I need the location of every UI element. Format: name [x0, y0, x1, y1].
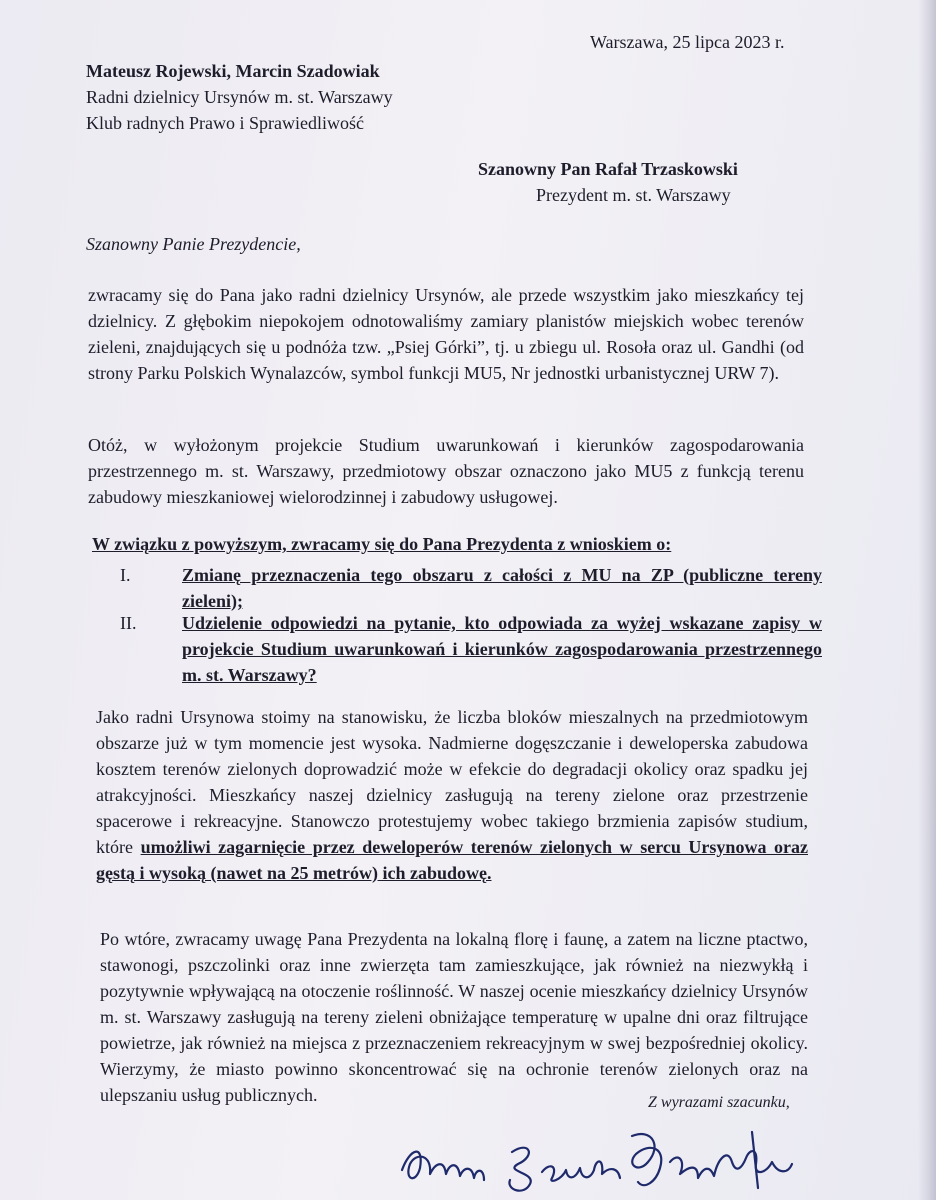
- sender-line-3: Klub radnych Prawo i Sprawiedliwość: [86, 113, 364, 133]
- paragraph-4: Po wtóre, zwracamy uwagę Pana Prezydenta na lokalną florę i faunę, a zatem na liczne ptactwo, stawonogi, pszczolinki oraz inne zwierzęta tam zamieszkujące, jak również na niezwykłą i pozytywnie wpływającą na otoczenie roślinność. W naszej ocenie mieszkańcy dzielnicy Ursynów m. st. Warszawy zasługują na tereny zieleni obniżające temperaturę w upalne dni oraz filtrujące powietrze, jak również na miejsca z przeznaczeniem rekreacyjnym w swej bezpośredniej okolicy. Wierzymy, że miasto powinno skoncentrować się na ochronie terenów zielonych oraz na ulepszaniu usług publicznych.: [100, 929, 808, 1105]
- closing-phrase: Z wyrazami szacunku,: [648, 1094, 790, 1111]
- request-number: II.: [120, 613, 137, 633]
- paragraph-3-emphasis: umożliwi zagarnięcie przez deweloperów terenów zielonych w sercu Ursynowa oraz gęstą i wysoką (nawet na 25 metrów) ich zabudowę.: [96, 837, 809, 883]
- sender-line-2: Radni dzielnicy Ursynów m. st. Warszawy: [86, 87, 393, 107]
- request-number: I.: [120, 565, 131, 585]
- request-text: Zmianę przeznaczenia tego obszaru z całości z MU na ZP (publiczne tereny zieleni);: [182, 565, 822, 611]
- paragraph-3: [96, 704, 808, 886]
- letter-date: Warszawa, 25 lipca 2023 r.: [590, 32, 785, 52]
- request-item: [120, 610, 830, 690]
- request-item: [120, 562, 830, 614]
- request-text: Udzielenie odpowiedzi na pytanie, kto odpowiada za wyżej wskazane zapisy w projekcie Studium uwarunkowań i kierunków zagospodarowania przestrzennego m. st. Warszawy?: [182, 613, 822, 685]
- addressee-name: Szanowny Pan Rafał Trzaskowski: [478, 159, 738, 179]
- addressee-role: Prezydent m. st. Warszawy: [536, 185, 731, 205]
- paragraph-2: Otóż, w wyłożonym projekcie Studium uwarunkowań i kierunków zagospodarowania przestrzennego m. st. Warszawy, przedmiotowy obszar oznaczono jako MU5 z funkcją terenu zabudowy mieszkaniowej wielorodzinnej i zabudowy usługowej.: [88, 435, 804, 507]
- sender-names: Mateusz Rojewski, Marcin Szadowiak: [86, 61, 380, 81]
- requests-heading: W związku z powyższym, zwracamy się do Pana Prezydenta z wnioskiem o:: [92, 534, 672, 554]
- sender-block: [86, 58, 393, 136]
- salutation: Szanowny Panie Prezydencie,: [86, 234, 301, 254]
- handwritten-signature: [380, 1118, 830, 1200]
- paper-edge-shadow: [918, 0, 936, 1200]
- addressee-block: [478, 156, 738, 208]
- paragraph-1: zwracamy się do Pana jako radni dzielnicy Ursynów, ale przede wszystkim jako mieszkańcy tej dzielnicy. Z głębokim niepokojem odnotowaliśmy zamiary planistów miejskich wobec terenów zieleni, znajdujących się u podnóża tzw. „Psiej Górki”, tj. u zbiegu ul. Rosoła oraz ul. Gandhi (od strony Parku Polskich Wynalazców, symbol funkcji MU5, Nr jednostki urbanistycznej URW 7).: [88, 285, 804, 383]
- paragraph-3-text: Jako radni Ursynowa stoimy na stanowisku, że liczba bloków mieszalnych na przedmiotowym obszarze już w tym momencie jest wysoka. Nadmierne dogęszczanie i deweloperska zabudowa kosztem terenów zielonych doprowadzić może w efekcie do degradacji okolicy oraz spadku jej atrakcyjności. Mieszkańcy naszej dzielnicy zasługują na tereny zielone oraz przestrzenie spacerowe i rekreacyjne. Stanowczo protestujemy wobec takiego brzmienia zapisów studium, które: [96, 707, 808, 857]
